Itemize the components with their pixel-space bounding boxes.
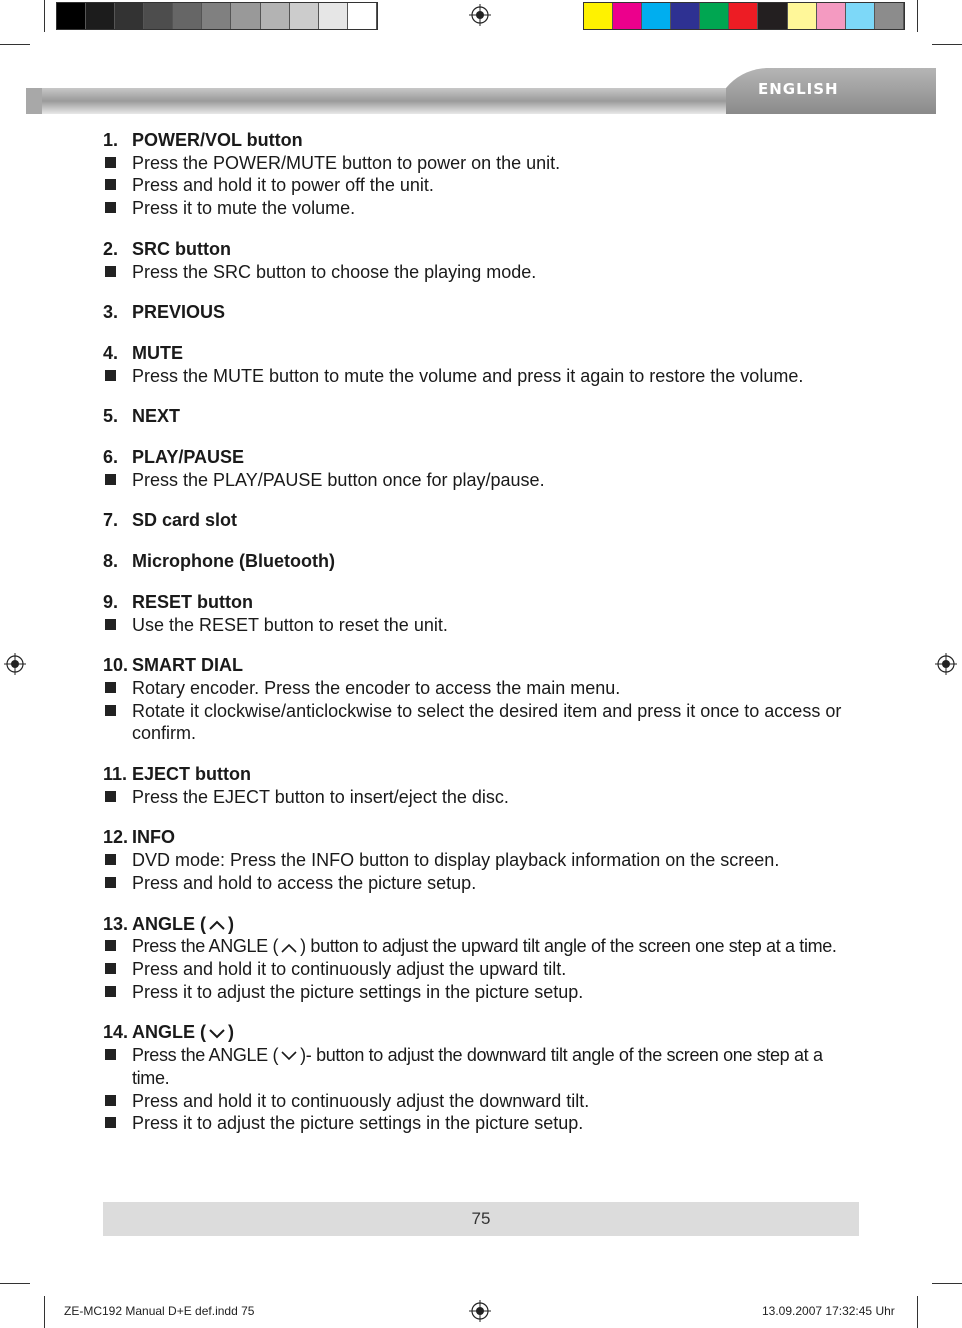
crop-mark <box>932 1283 962 1284</box>
process-color-bar <box>583 2 905 30</box>
section-number: 4. <box>103 342 119 363</box>
bullet-square-icon <box>103 469 132 492</box>
language-label: ENGLISH <box>758 80 839 98</box>
grey-color-bar <box>56 2 378 30</box>
page-number-bar <box>103 1202 859 1236</box>
section-heading <box>103 405 863 428</box>
color-swatch <box>846 3 875 29</box>
bullet-text: Press it to adjust the picture settings in the picture setup. <box>132 1113 584 1134</box>
section-title: ANGLE ( ) <box>132 1022 234 1043</box>
bullet-square-icon <box>103 981 132 1004</box>
bullet-item <box>103 786 863 809</box>
color-swatch <box>86 3 115 29</box>
bullet-text: Press the SRC button to choose the playing mode. <box>132 261 537 282</box>
color-swatch <box>875 3 904 29</box>
bullet-item <box>103 981 863 1004</box>
color-swatch <box>729 3 758 29</box>
bullet-text: Press the PLAY/PAUSE button once for play/pause. <box>132 469 545 490</box>
section <box>103 591 863 636</box>
color-swatch <box>584 3 613 29</box>
bullet-item <box>103 1044 863 1089</box>
bullet-square-icon <box>103 261 132 284</box>
bullet-item <box>103 1112 863 1135</box>
bullet-item <box>103 849 863 872</box>
section-number: 6. <box>103 447 119 468</box>
section-title: EJECT button <box>132 764 251 785</box>
section-title: SMART DIAL <box>132 655 243 676</box>
bullet-square-icon <box>103 935 132 958</box>
registration-mark-left-icon <box>4 653 26 675</box>
crop-mark <box>917 1296 918 1328</box>
bullet-square-icon <box>103 1112 132 1135</box>
chevron-down-icon <box>280 1050 298 1062</box>
bullet-item <box>103 152 863 175</box>
section-heading <box>103 550 863 573</box>
color-swatch <box>231 3 260 29</box>
bullet-text: DVD mode: Press the INFO button to display playback information on the screen. <box>132 850 780 871</box>
bullet-square-icon <box>103 1090 132 1113</box>
bullet-text: Press and hold it to power off the unit. <box>132 175 434 196</box>
bullet-item <box>103 872 863 895</box>
bullet-text: Press the EJECT button to insert/eject the disc. <box>132 786 509 807</box>
bullet-item <box>103 197 863 220</box>
section-angle-up <box>103 913 863 1004</box>
bullet-square-icon <box>103 1044 132 1089</box>
section-heading <box>103 826 863 849</box>
bullet-square-icon <box>103 365 132 388</box>
section-title: POWER/VOL button <box>132 130 303 150</box>
bullet-text: Press it to mute the volume. <box>132 198 356 219</box>
section-title: PLAY/PAUSE <box>132 447 245 468</box>
bullet-text: Press and hold it to continuously adjust the upward tilt. <box>132 958 567 979</box>
color-swatch <box>758 3 787 29</box>
section-number: 11. <box>103 764 128 785</box>
bullet-square-icon <box>103 197 132 220</box>
page-number: 75 <box>471 1209 491 1228</box>
color-swatch <box>319 3 348 29</box>
section-title: Microphone (Bluetooth) <box>132 551 335 572</box>
bullet-square-icon <box>103 872 132 895</box>
section-title: SRC button <box>132 238 231 259</box>
registration-mark-top-icon <box>469 4 491 26</box>
section-heading <box>103 1021 863 1044</box>
registration-mark-right-icon <box>935 653 957 675</box>
section <box>103 342 863 387</box>
section-heading <box>103 238 863 261</box>
color-swatch <box>700 3 729 29</box>
section-number: 5. <box>103 406 119 427</box>
section-number: 9. <box>103 591 119 612</box>
color-swatch <box>57 3 86 29</box>
section <box>103 446 863 491</box>
section <box>103 238 863 283</box>
section-heading <box>103 446 863 469</box>
bullet-item <box>103 935 863 958</box>
section-heading <box>103 913 863 936</box>
bullet-text: Rotate it clockwise/anticlockwise to select the desired item and press it once to access or confirm. <box>132 700 842 744</box>
crop-mark <box>0 1283 30 1284</box>
crop-mark <box>932 44 962 45</box>
section-title: ANGLE ( ) <box>132 913 234 934</box>
bullet-square-icon <box>103 174 132 197</box>
color-swatch <box>817 3 846 29</box>
chevron-down-icon <box>208 1028 226 1040</box>
bullet-square-icon <box>103 614 132 637</box>
color-swatch <box>173 3 202 29</box>
crop-mark <box>44 0 45 32</box>
section-heading <box>103 654 863 677</box>
crop-mark <box>0 44 30 45</box>
section-number: 12. <box>103 827 129 848</box>
section <box>103 129 863 220</box>
section-number: 8. <box>103 551 119 572</box>
color-swatch <box>115 3 144 29</box>
bullet-square-icon <box>103 786 132 809</box>
bullet-item <box>103 677 863 700</box>
color-swatch <box>202 3 231 29</box>
color-swatch <box>144 3 173 29</box>
section <box>103 763 863 808</box>
bullet-square-icon <box>103 700 132 745</box>
section <box>103 654 863 745</box>
section-heading <box>103 342 863 365</box>
section-heading <box>103 509 863 532</box>
bullet-item <box>103 958 863 981</box>
section-heading <box>103 763 863 786</box>
registration-mark-bottom-icon <box>469 1300 491 1322</box>
section-heading <box>103 129 863 152</box>
bullet-square-icon <box>103 152 132 175</box>
section-angle-down <box>103 1021 863 1135</box>
bullet-square-icon <box>103 958 132 981</box>
section <box>103 405 863 428</box>
bullet-text: Press the ANGLE ( ) button to adjust the upward tilt angle of the screen one step at a time. <box>132 936 837 957</box>
color-swatch <box>261 3 290 29</box>
section-heading <box>103 301 863 324</box>
section-title: MUTE <box>132 342 183 363</box>
bullet-item <box>103 365 863 388</box>
print-timestamp: 13.09.2007 17:32:45 Uhr <box>762 1304 895 1318</box>
chevron-up-icon <box>208 919 226 931</box>
section-title: SD card slot <box>132 510 238 531</box>
section <box>103 301 863 324</box>
bullet-item <box>103 261 863 284</box>
bullet-text: Press the POWER/MUTE button to power on the unit. <box>132 152 561 173</box>
crop-mark <box>917 0 918 32</box>
color-swatch <box>348 3 377 29</box>
section-number: 2. <box>103 238 119 259</box>
chevron-up-icon <box>280 942 298 954</box>
bullet-text: Press the MUTE button to mute the volume and press it again to restore the volume. <box>132 365 804 386</box>
section-heading <box>103 591 863 614</box>
color-swatch <box>788 3 817 29</box>
bullet-text: Press and hold it to continuously adjust the downward tilt. <box>132 1090 590 1111</box>
crop-mark <box>44 1296 45 1328</box>
bullet-text: Press and hold to access the picture setup. <box>132 872 477 893</box>
section <box>103 550 863 573</box>
section-number: 1. <box>103 130 119 150</box>
file-info: ZE-MC192 Manual D+E def.indd 75 <box>64 1304 255 1318</box>
section-number: 3. <box>103 302 119 323</box>
section-title: RESET button <box>132 591 253 612</box>
bullet-item <box>103 700 863 745</box>
bullet-text: Rotary encoder. Press the encoder to access the main menu. <box>132 677 621 698</box>
bullet-item <box>103 614 863 637</box>
section-number: 13. <box>103 913 129 934</box>
section-number: 14. <box>103 1022 129 1043</box>
section-title: INFO <box>132 827 175 848</box>
bullet-item <box>103 469 863 492</box>
section <box>103 826 863 894</box>
section-list <box>103 129 863 895</box>
color-swatch <box>642 3 671 29</box>
bullet-text: Press the ANGLE ( )- button to adjust the downward tilt angle of the screen one step at a time. <box>132 1045 823 1088</box>
bullet-square-icon <box>103 677 132 700</box>
section <box>103 509 863 532</box>
bullet-item <box>103 174 863 197</box>
color-swatch <box>613 3 642 29</box>
section-number: 10. <box>103 655 129 676</box>
section-title: PREVIOUS <box>132 302 226 323</box>
bullet-item <box>103 1090 863 1113</box>
section-title: NEXT <box>132 406 181 427</box>
color-swatch <box>290 3 319 29</box>
bullet-text: Use the RESET button to reset the unit. <box>132 614 448 635</box>
bullet-square-icon <box>103 849 132 872</box>
section-number: 7. <box>103 510 119 531</box>
manual-content <box>103 129 863 1153</box>
color-swatch <box>671 3 700 29</box>
bullet-text: Press it to adjust the picture settings in the picture setup. <box>132 981 584 1002</box>
